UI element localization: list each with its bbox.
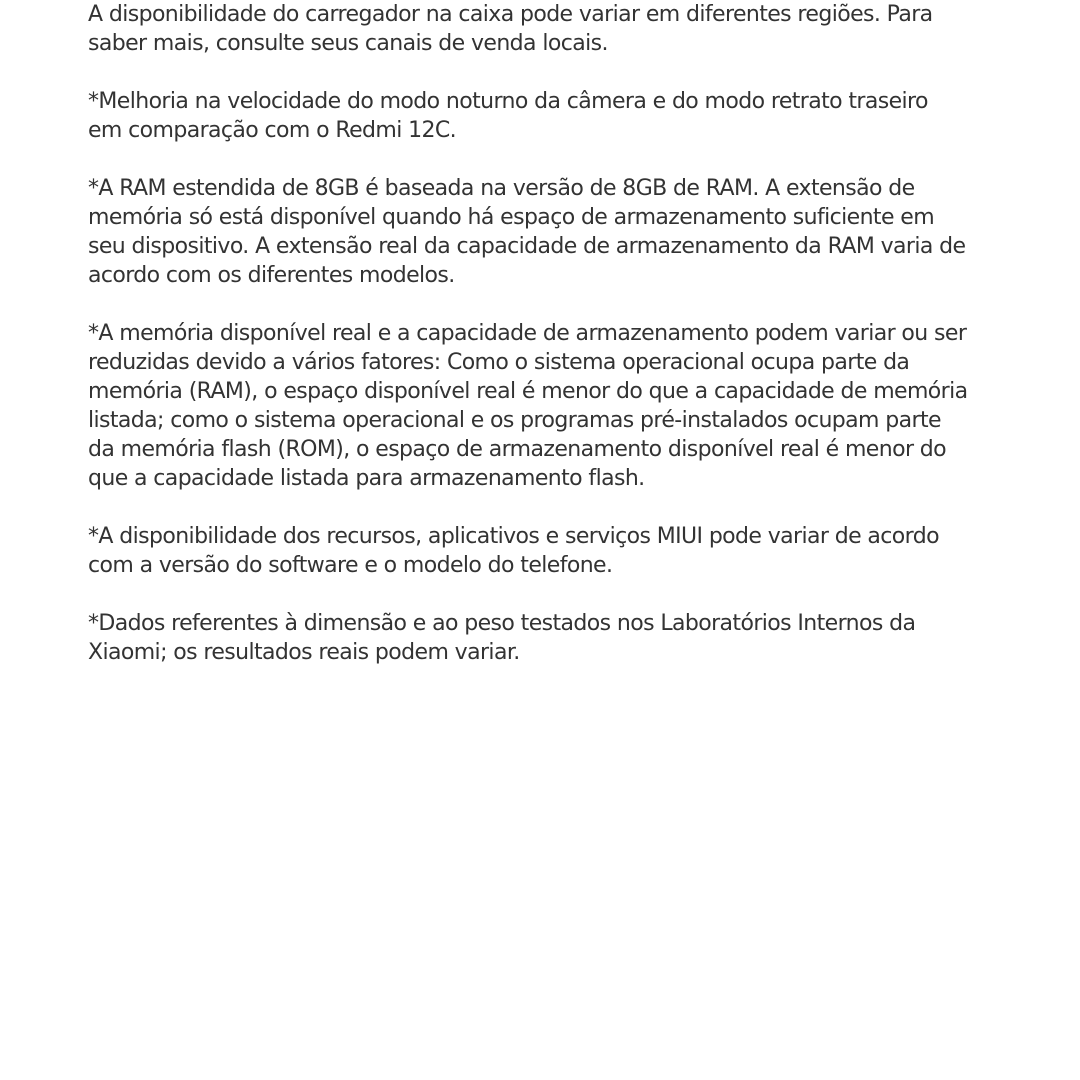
text-line: acordo com os diferentes modelos.	[88, 263, 455, 288]
text-line: que a capacidade listada para armazenamento flash.	[88, 466, 645, 491]
text-line: da memória flash (ROM), o espaço de armazenamento disponível real é menor do	[88, 437, 947, 462]
dimension-weight-note	[88, 609, 1008, 667]
camera-speed-note	[88, 87, 1008, 145]
storage-capacity-note	[88, 319, 1008, 493]
text-line: *A disponibilidade dos recursos, aplicativos e serviços MIUI pode variar de acordo	[88, 524, 939, 549]
text-line: *Melhoria na velocidade do modo noturno da câmera e do modo retrato traseiro	[88, 89, 928, 114]
disclaimer-block	[88, 0, 1008, 696]
text-line: memória (RAM), o espaço disponível real é menor do que a capacidade de memória	[88, 379, 968, 404]
text-line: saber mais, consulte seus canais de venda locais.	[88, 31, 608, 56]
text-line: em comparação com o Redmi 12C.	[88, 118, 457, 143]
text-line: listada; como o sistema operacional e os programas pré-instalados ocupam parte	[88, 408, 941, 433]
charger-availability-note	[88, 0, 1008, 58]
text-line: com a versão do software e o modelo do telefone.	[88, 553, 613, 578]
text-line: memória só está disponível quando há espaço de armazenamento suficiente em	[88, 205, 935, 230]
text-line: *Dados referentes à dimensão e ao peso testados nos Laboratórios Internos da	[88, 611, 916, 636]
text-line: seu dispositivo. A extensão real da capacidade de armazenamento da RAM varia de	[88, 234, 966, 259]
text-line: *A memória disponível real e a capacidade de armazenamento podem variar ou ser	[88, 321, 967, 346]
text-line: reduzidas devido a vários fatores: Como o sistema operacional ocupa parte da	[88, 350, 910, 375]
text-line: A disponibilidade do carregador na caixa pode variar em diferentes regiões. Para	[88, 2, 933, 27]
miui-features-note	[88, 522, 1008, 580]
extended-ram-note	[88, 174, 1008, 290]
text-line: Xiaomi; os resultados reais podem variar.	[88, 640, 520, 665]
text-line: *A RAM estendida de 8GB é baseada na versão de 8GB de RAM. A extensão de	[88, 176, 915, 201]
